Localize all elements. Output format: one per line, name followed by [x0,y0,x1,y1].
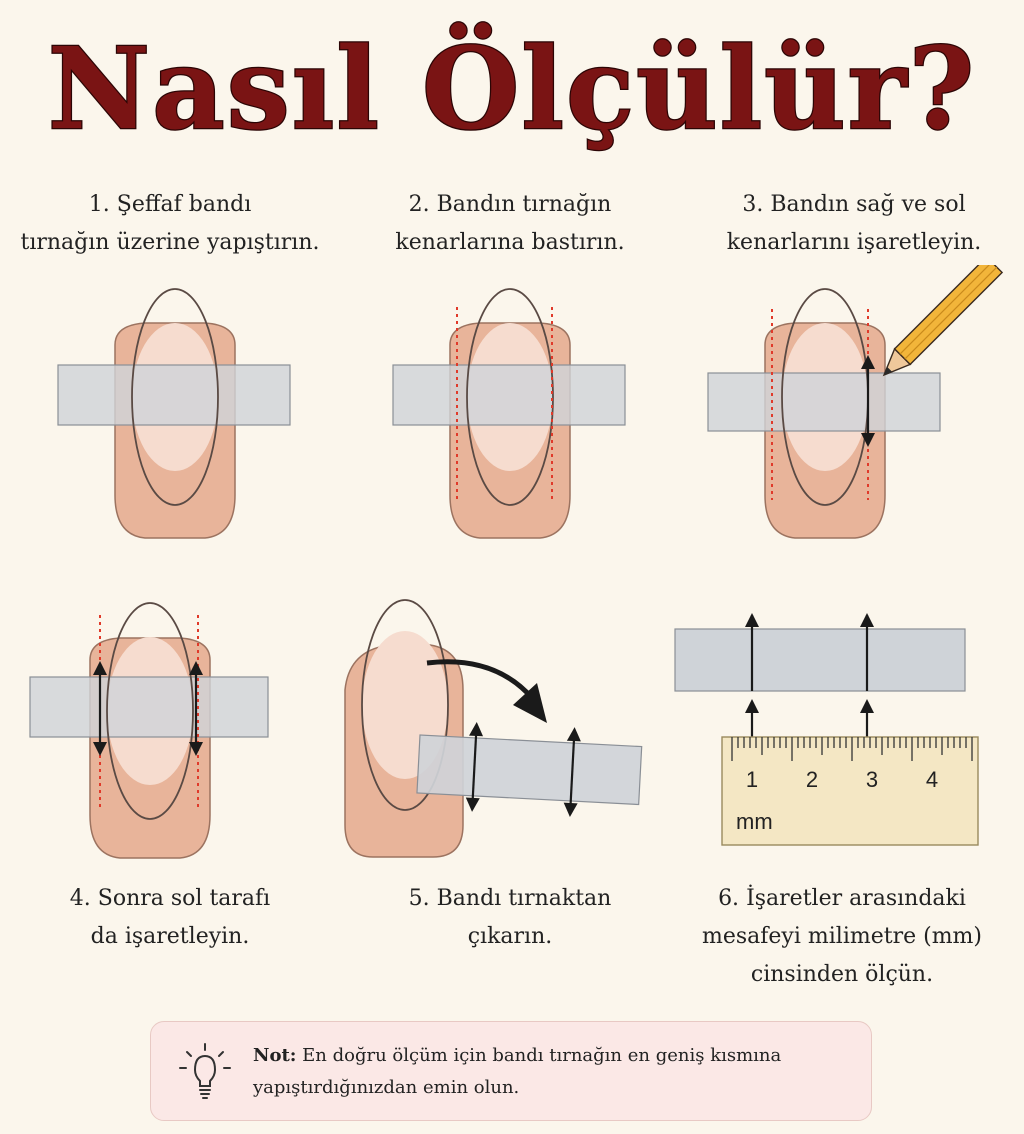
step-5-line-2: çıkarın. [467,924,553,949]
note-body: En doğru ölçüm için bandı tırnağın en geniş kısmına yapıştırdığınızdan emin olun. [253,1045,782,1098]
step-2-illustration [385,285,635,545]
step-4-line-2: da işaretleyin. [90,924,250,949]
step-3-caption [684,186,1024,262]
step-5-caption [340,880,680,956]
tape [393,365,625,425]
ruler-label-3: 3 [865,767,879,792]
step-2-caption [340,186,680,262]
arrow-up-icon [745,699,759,713]
step-6-line-3: cinsinden ölçün. [750,962,934,987]
tape [708,373,940,431]
tape [675,629,965,691]
step-5-line-1: Bandı tırnaktan [436,886,612,911]
step-2-number: 2. [408,192,430,217]
step-3-number: 3. [742,192,764,217]
step-6-number: 6. [718,886,740,911]
step-5-number: 5. [408,886,430,911]
ruler-label-4: 4 [925,767,939,792]
step-3-illustration [700,265,1010,550]
arrow-up-icon [860,613,874,627]
step-4-number: 4. [69,886,91,911]
note-box [150,1021,872,1121]
page-title [0,8,1024,158]
tape [58,365,290,425]
step-6-illustration [670,605,990,855]
step-1-line-2: tırnağın üzerine yapıştırın. [20,230,320,255]
ruler-label-2: 2 [805,767,819,792]
step-1-caption [0,186,340,262]
arrow-right-icon [513,683,547,723]
step-4-line-1: Sonra sol tarafı [97,886,271,911]
note-label: Not: [253,1045,297,1066]
step-4-caption [0,880,340,956]
ruler-label-1: 1 [745,767,759,792]
ruler-unit: mm [736,809,773,834]
title-text: Nasıl Ölçülür? [47,24,977,155]
arrow-up-icon [860,699,874,713]
step-3-line-2: kenarlarını işaretleyin. [726,230,982,255]
step-2-line-2: kenarlarına bastırın. [395,230,625,255]
lightbulb-icon [177,1042,233,1102]
step-6-caption [660,880,1024,994]
step-3-line-1: Bandın sağ ve sol [770,192,966,217]
step-4-illustration [25,595,275,865]
step-2-line-1: Bandın tırnağın [436,192,612,217]
arrow-up-icon [745,613,759,627]
note-text [253,1040,843,1104]
tape [30,677,268,737]
step-6-line-1: İşaretler arasındaki [746,886,966,911]
pencil-icon [876,265,1002,383]
step-1-number: 1. [88,192,110,217]
step-1-line-1: Şeffaf bandı [116,192,252,217]
step-5-illustration [335,595,655,865]
step-1-illustration [50,285,300,545]
step-6-line-2: mesafeyi milimetre (mm) [701,924,983,949]
